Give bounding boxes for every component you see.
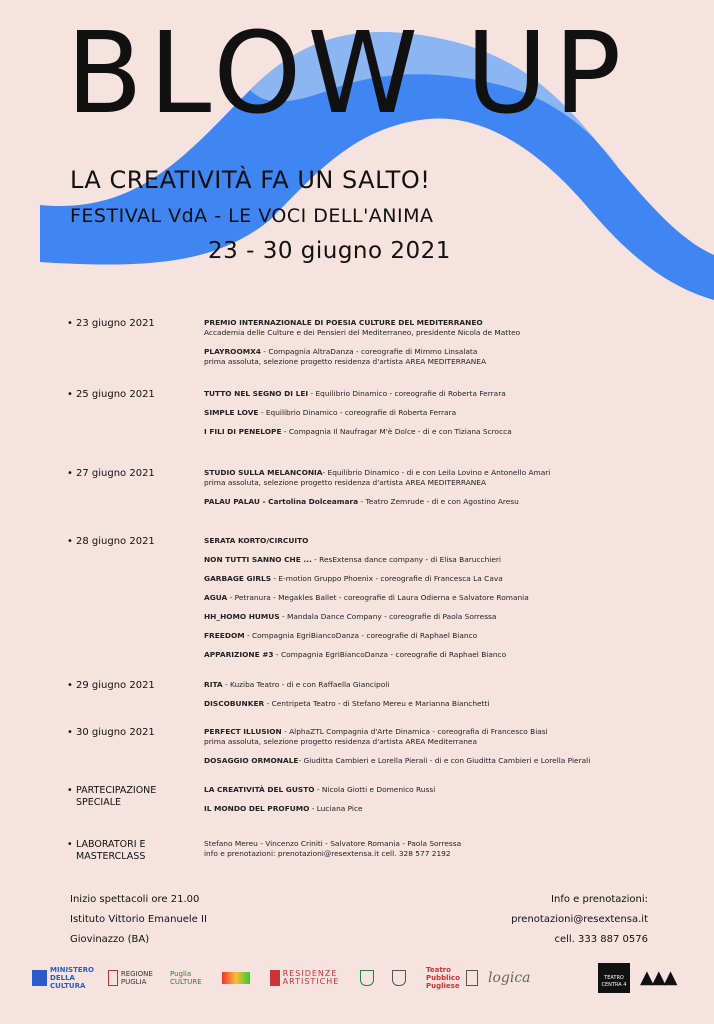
- event-entry: HH_HOMO HUMUS - Mandala Dance Company - coreografie di Paola Sorressa: [204, 612, 497, 621]
- start-time: Inizio spettacoli ore 21.00: [70, 894, 200, 905]
- event-entry: PREMIO INTERNAZIONALE DI POESIA CULTURE DEL MEDITERRANEO Accademia delle Culture e dei Pensieri del Mediterraneo, presidente Nicola de Matteo: [204, 318, 521, 337]
- comune-logo: [360, 962, 378, 994]
- footer-contacts: [511, 890, 648, 950]
- event-entry: TUTTO NEL SEGNO DI LEI - Equilibrio Dinamico - coreografie di Roberta Ferrara: [204, 389, 506, 398]
- teatro-pubblico-logo: Teatro Pubblico Pugliese: [426, 962, 478, 994]
- event-entry: GARBAGE GIRLS - E-motion Gruppo Phoenix - coreografie di Francesca La Cava: [204, 574, 503, 583]
- event-entry: STUDIO SULLA MELANCONIA- Equilibrio Dinamico - di e con Leila Lovino e Antonello Amari prima assoluta, selezione progetto residenza d'artista AREA MEDITERRANEA: [204, 468, 551, 487]
- event-entry: PLAYROOMX4 - Compagnia AltraDanza - coreografie di Mimmo Linsalata prima assoluta, selezione progetto residenza d'artista AREA MEDITERRANEA: [204, 347, 487, 366]
- venue-name: Istituto Vittorio Emanuele II: [70, 914, 207, 925]
- residenze-artistiche-logo: RESIDENZE ARTISTICHE: [270, 962, 352, 994]
- event-entry: NON TUTTI SANNO CHE ... - ResExtensa dance company - di Elisa Barucchieri: [204, 555, 501, 564]
- footer-venue: [70, 890, 207, 950]
- sponsor-logos: [0, 962, 714, 1002]
- contact-email[interactable]: prenotazioni@resextensa.it: [511, 914, 648, 925]
- event-entry: DISCOBUNKER - Centripeta Teatro - di Stefano Mereu e Marianna Bianchetti: [204, 699, 490, 708]
- event-entry: RITA - Kuziba Teatro - di e con Raffaella Giancipoli: [204, 680, 390, 689]
- contact-phone[interactable]: cell. 333 887 0576: [554, 934, 648, 945]
- schedule-date: • 25 giugno 2021: [67, 389, 155, 400]
- festival-subtitle: LA CREATIVITÀ FA UN SALTO!: [70, 166, 431, 194]
- schedule-date: • 27 giugno 2021: [67, 468, 155, 479]
- schedule-date: • PARTECIPAZIONE SPECIALE: [67, 785, 157, 808]
- festival-name: FESTIVAL VdA - LE VOCI DELL'ANIMA: [70, 205, 434, 227]
- event-entry: AGUA - Petranura - Megakles Ballet - coreografie di Laura Odierna e Salvatore Romania: [204, 593, 529, 602]
- ministero-logo: MINISTERO DELLA CULTURA: [32, 962, 94, 994]
- schedule-date: • 28 giugno 2021: [67, 536, 155, 547]
- venue-city: Giovinazzo (BA): [70, 934, 150, 945]
- event-entry: PALAU PALAU - Cartolina Dolceamara - Teatro Zemrude - di e con Agostino Aresu: [204, 497, 519, 506]
- regione-puglia-logo: REGIONE PUGLIA: [108, 962, 160, 994]
- event-entry: IL MONDO DEL PROFUMO - Luciana Pice: [204, 804, 363, 813]
- event-entry: SIMPLE LOVE - Equilibrio Dinamico - coreografie di Roberta Ferrara: [204, 408, 457, 417]
- dance-company-logo: ▲▲▲: [640, 967, 676, 988]
- event-entry: FREEDOM - Compagnia EgriBiancoDanza - coreografie di Raphael Bianco: [204, 631, 478, 640]
- festival-dates: 23 - 30 giugno 2021: [208, 238, 451, 264]
- puglia-culture-logo: Puglia CULTURE: [170, 970, 202, 986]
- partner-logo: [222, 962, 256, 994]
- festival-title: BLOW UP: [66, 9, 628, 139]
- schedule-date: • 30 giugno 2021: [67, 727, 155, 738]
- teatro-centrale-logo: TEATRO CENTRA 4: [598, 962, 632, 994]
- schedule-date: • 29 giugno 2021: [67, 680, 155, 691]
- event-entry: DOSAGGIO ORMONALE- Giuditta Cambieri e Lorella Pierali - di e con Giuditta Cambieri e Lorella Pierali: [204, 756, 591, 765]
- logica-logo: logica: [488, 970, 531, 986]
- schedule-date: • LABORATORI E MASTERCLASS: [67, 839, 146, 862]
- event-entry: APPARIZIONE #3 - Compagnia EgriBiancoDanza - coreografie di Raphael Bianco: [204, 650, 507, 659]
- event-entry: PERFECT ILLUSION - AlphaZTL Compagnia d'Arte Dinamica - coreografia di Francesco Biasi prima assoluta, selezione progetto residenza d'artista AREA Mediterranea: [204, 727, 548, 746]
- info-heading: Info e prenotazioni:: [551, 894, 648, 905]
- stemma-logo: [392, 962, 410, 994]
- event-entry: I FILI DI PENELOPE - Compagnia Il Naufragar M'è Dolce - di e con Tiziana Scrocca: [204, 427, 512, 436]
- event-entry: SERATA KORTO/CIRCUITO: [204, 536, 309, 545]
- schedule-date: • 23 giugno 2021: [67, 318, 155, 329]
- event-entry: LA CREATIVITÀ DEL GUSTO - Nicola Giotti e Domenico Russi: [204, 785, 436, 794]
- event-entry: Stefano Mereu - Vincenzo Criniti - Salvatore Romania - Paola Sorressa info e prenotazioni: prenotazioni@resextensa.it cell. 328 577 2192: [204, 839, 462, 858]
